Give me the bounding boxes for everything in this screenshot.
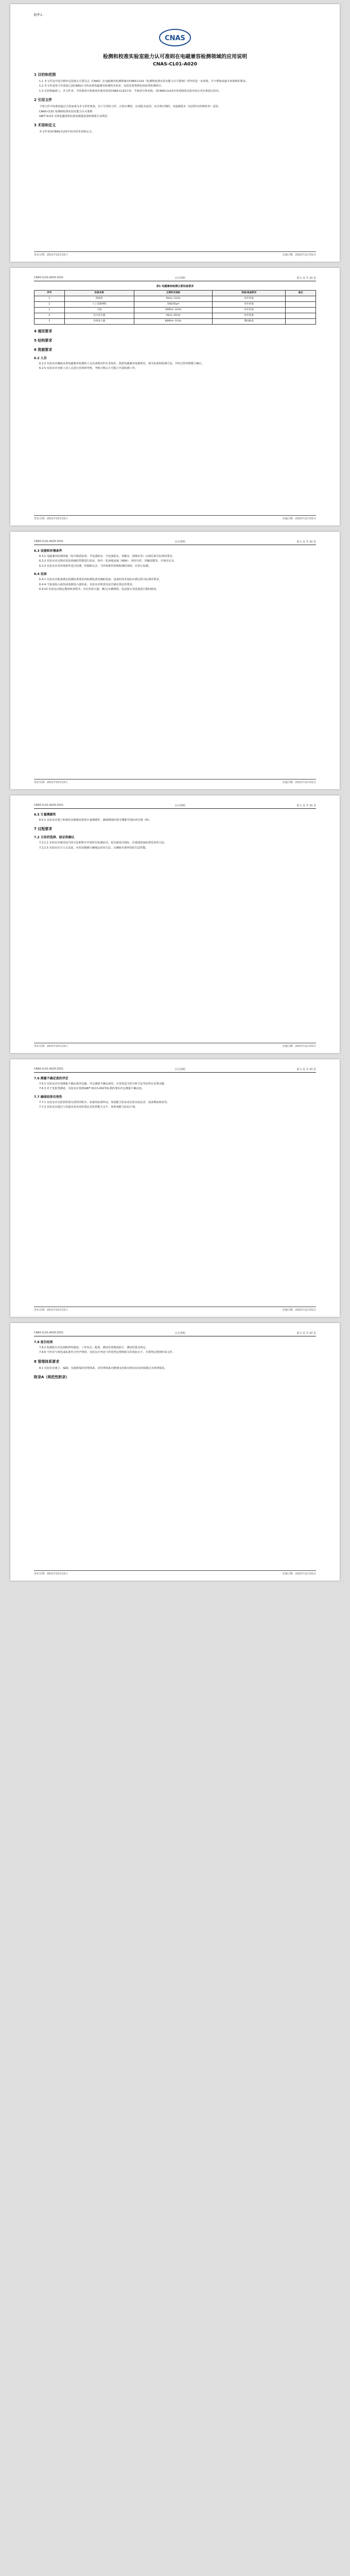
paragraph: 1.2 本文件适用于申请或已获CNAS认可的从事电磁兼容检测的实验室，包括发射类和抗扰度类检测项目。 (39, 84, 164, 88)
header-center: 认可说明 (174, 1068, 185, 1071)
footer-left: 发布日期：2021年10月15日 (34, 1572, 68, 1575)
section-heading: 1 目的和范围 (34, 73, 56, 77)
table-cell: 1 (34, 296, 65, 302)
paragraph: 下列文件中的条款通过引用而成为本文件的条款。以下引用的文件，注明日期的，仅该版本适用；未注明日期的，其最新版本（包括所有的修改单）适用。 (39, 105, 221, 109)
section-heading: 5 结构要求 (34, 338, 52, 343)
paragraph: 6.4.10 实验室应制定期间核查程序，对功率放大器、耦合/去耦网络、电流探头等设备进行期间核查。 (39, 588, 159, 591)
subsection-heading: 6.2 人员 (34, 357, 47, 360)
table-cell: 接收机 (64, 296, 134, 302)
paragraph: 6.2.5 实验室应对新上岗人员进行培训和考核，考核合格后方可独立开展检测工作。 (39, 367, 138, 370)
paragraph: 7.2.1.5 实验室在引入方法前，应验证能够正确地运用该方法，以确保实现所需的方法性能。 (39, 846, 148, 850)
paragraph: 6.3.1 电磁兼容检测场地（如开阔试验场、半电波暗室、全电波暗室、屏蔽室、混响室等）应满足相关标准的要求。 (39, 555, 175, 558)
header-left: CNAS-CL01-A020:2021 (34, 276, 64, 279)
table-row (34, 313, 316, 319)
paragraph: 7.2.1.1 实验室应使用适当的方法和程序开展所有检测活动，优先使用以国际、区域或国家标准发布的方法。 (39, 841, 167, 845)
table-cell: 30MHz~1GHz (134, 308, 213, 313)
header-right: 第 1 页 共 10 页 (296, 804, 316, 807)
document-page-3 (10, 532, 340, 789)
page-footer (34, 1043, 316, 1048)
paragraph: 7.6.1 实验室应识别测量不确定度的贡献，评定测量不确定度时，应采用适当的分析方法考虑所有显著贡献。 (39, 1082, 167, 1086)
paragraph: 6.4.4 当设备投入使用或重新投入使用前，实验室应核查其是否满足规定的要求。 (39, 583, 135, 586)
paragraph: 7.8.2 检测报告应包括EUT的描述、工作状态、配置、测试布置图或照片、测试结果及判定。 (39, 1346, 148, 1349)
section-heading: 附录A（规范性附录） (34, 1375, 69, 1380)
page-header (34, 1067, 316, 1073)
table-cell (286, 313, 316, 319)
section-heading: 4 通用要求 (34, 329, 52, 333)
paragraph: 8.1 实验室应建立、编制、实施和保持管理体系，该管理体系应能够支持和证明实验室持续满足本准则要求。 (39, 1366, 167, 1370)
header-center: 认可说明 (174, 540, 185, 544)
footer-right: 实施日期：2021年12月01日 (282, 1309, 316, 1312)
document-title: 检测和校准实验室能力认可准则在电磁兼容检测领域的应用说明 (103, 54, 247, 60)
header-center: 认可说明 (174, 1332, 185, 1335)
header-center: 认可说明 (174, 804, 185, 807)
footer-left: 发布日期：2021年10月15日 (34, 517, 68, 520)
header-right: 第 1 页 共 10 页 (296, 540, 316, 544)
attachment-label: 附件1： (34, 13, 45, 17)
paragraph: 6.2.2 实验室应确保从事电磁兼容检测的人员具备相应的专业知识，熟悉电磁兼容基础理论、相关标准和检测方法，并经过培训和能力确认。 (39, 362, 204, 365)
paragraph: 1.1 本文件是中国合格评定国家认可委员会（CNAS）在电磁兼容检测领域对CNAS-CL01《检测和校准实验室能力认可准则》所作的进一步说明，并不增加或减少该准则的要求。 (39, 80, 249, 83)
paragraph: 6.3.3 实验室应对环境条件进行监测、控制和记录，当环境条件影响检测结果时，应停止检测。 (39, 564, 151, 568)
paragraph: 6.5.1 实验室应建立和保持其测量结果的计量溯源性，确保测量结果可溯源至国际单位制（SI）。 (39, 819, 152, 822)
section-heading: 2 引用文件 (34, 98, 52, 103)
table-cell: 3 (34, 308, 65, 313)
subsection-heading: 6.3 设施和环境条件 (34, 549, 62, 553)
footer-left: 发布日期：2021年10月15日 (34, 253, 68, 257)
document-page-2 (10, 268, 340, 526)
footer-right: 实施日期：2021年12月01日 (282, 781, 316, 784)
footer-right: 实施日期：2021年12月01日 (282, 517, 316, 520)
page-footer (34, 1307, 316, 1312)
table-caption: 表1 电磁兼容检测主要设备要求 (156, 285, 194, 288)
paragraph: 本文件采用CNAS-CL01中给出的术语和定义。 (39, 130, 95, 134)
table-cell: 5 (34, 319, 65, 325)
section-heading: 3 术语和定义 (34, 123, 56, 128)
paragraph: GB/T 6113 无线电骚扰和抗扰度测量设备和测量方法规范 (39, 115, 108, 118)
page-footer (34, 515, 316, 520)
table-header: 主要技术指标 (134, 291, 213, 296)
table-cell (286, 302, 316, 308)
paragraph: 6.3.2 实验室应定期对试验场地的性能进行验证，如归一化场地衰减（NSA）、场均匀性、屏蔽效能等，并保存记录。 (39, 560, 177, 563)
table-cell: 天线 (64, 308, 134, 313)
table-header: 备注 (286, 291, 316, 296)
paragraph: 7.6.3 对于发射类测试，实验室应按照GB/T 6113.402等标准的要求评定测量不确定度。 (39, 1087, 145, 1091)
page-1-body (34, 72, 316, 134)
table-cell: 9kHz~1GHz (134, 296, 213, 302)
table-cell: 信号发生器 (64, 313, 134, 319)
section-heading: 8 管理体系要求 (34, 1359, 60, 1364)
page-footer (34, 1570, 316, 1575)
footer-left: 发布日期：2021年10月15日 (34, 1045, 68, 1048)
table-cell: 功率放大器 (64, 319, 134, 325)
document-page-4 (10, 795, 340, 1053)
table-cell: 每年校准 (213, 296, 286, 302)
table-row (34, 319, 316, 325)
footer-left: 发布日期：2021年10月15日 (34, 1309, 68, 1312)
header-right: 第 1 页 共 10 页 (296, 1332, 316, 1335)
footer-right: 实施日期：2021年12月01日 (282, 1045, 316, 1048)
table-cell: 每年校准 (213, 313, 286, 319)
table-header: 设备名称 (64, 291, 134, 296)
table-cell (286, 308, 316, 313)
subsection-heading: 7.6 测量不确定度的评定 (34, 1077, 68, 1080)
header-left: CNAS-CL01-A020:2021 (34, 804, 64, 807)
page-header (34, 1331, 316, 1336)
logo-text: CNAS (165, 35, 185, 42)
table-row (34, 296, 316, 302)
footer-right: 实施日期：2021年12月01日 (282, 1572, 316, 1575)
paragraph: 7.8.6 当作出与规范或标准符合性声明时，实验室应考虑与所用判定规则相关的风险水平，并将判定规则形成文件。 (39, 1351, 175, 1354)
header-right: 第 1 页 共 10 页 (296, 1068, 316, 1071)
table-cell: 50Ω/50μH (134, 302, 213, 308)
equipment-table (34, 290, 316, 325)
table-cell: 9kHz~6GHz (134, 313, 213, 319)
subsection-heading: 6.5 计量溯源性 (34, 813, 56, 817)
table-header: 校准/核查要求 (213, 291, 286, 296)
header-left: CNAS-CL01-A020:2021 (34, 1331, 64, 1334)
document-page-1 (10, 4, 340, 262)
section-heading: 6 资源要求 (34, 348, 52, 352)
header-left: CNAS-CL01-A020:2021 (34, 540, 64, 543)
footer-right: 实施日期：2021年12月01日 (282, 253, 316, 257)
table-cell (286, 296, 316, 302)
table-row (34, 302, 316, 308)
subsection-heading: 7.8 报告结果 (34, 1341, 53, 1344)
paragraph: 6.4.1 实验室应配备满足检测标准要求的检测设备及辅助设备，设备的技术指标应满足相关标准的要求。 (39, 578, 162, 582)
document-page-5 (10, 1059, 340, 1317)
page-footer (34, 779, 316, 784)
table-cell: 人工电源网络 (64, 302, 134, 308)
page-footer (34, 251, 316, 257)
page-header (34, 540, 316, 545)
page-header (34, 804, 316, 809)
header-right: 第 1 页 共 10 页 (296, 277, 316, 280)
footer-left: 发布日期：2021年10月15日 (34, 781, 68, 784)
document-code: CNAS-CL01-A020 (153, 62, 197, 67)
subsection-heading: 7.2 方法的选择、验证和确认 (34, 836, 75, 840)
document-page-6 (10, 1323, 340, 1581)
paragraph: 1.3 在结构编排上，本文件章、节的条款号和条款名称均采用CNAS-CL01中章、节条款号和名称，对CNAS-CL01应用说明的具体内容在对应条款后给出。 (39, 89, 221, 93)
cnas-logo (34, 27, 316, 50)
paragraph: CNAS-CL01 检测和校准实验室能力认可准则 (39, 110, 93, 113)
table-cell: 80MHz~1GHz (134, 319, 213, 325)
subsection-heading: 7.7 确保结果有效性 (34, 1095, 62, 1099)
subsection-heading: 6.4 设备 (34, 572, 47, 577)
section-heading: 7 过程要求 (34, 827, 52, 832)
page-header (34, 276, 316, 281)
paragraph: 7.7.2 实验室应通过与其他实验室的结果比对监控能力水平，如参加能力验证计划。 (39, 1106, 138, 1109)
table-cell: 每年校准 (213, 302, 286, 308)
table-cell: 4 (34, 313, 65, 319)
table-row (34, 308, 316, 313)
table-cell: 每年校准 (213, 308, 286, 313)
header-center: 认可说明 (174, 277, 185, 280)
header-left: CNAS-CL01-A020:2021 (34, 1067, 64, 1071)
paragraph: 7.7.1 实验室应有监控结果有效性的程序，如使用标准样品、参加能力验证或实验室间比对、设备期间核查等。 (39, 1100, 170, 1104)
table-cell: 2 (34, 302, 65, 308)
table-header: 序号 (34, 291, 65, 296)
table-cell: 期间核查 (213, 319, 286, 325)
table-cell (286, 319, 316, 325)
